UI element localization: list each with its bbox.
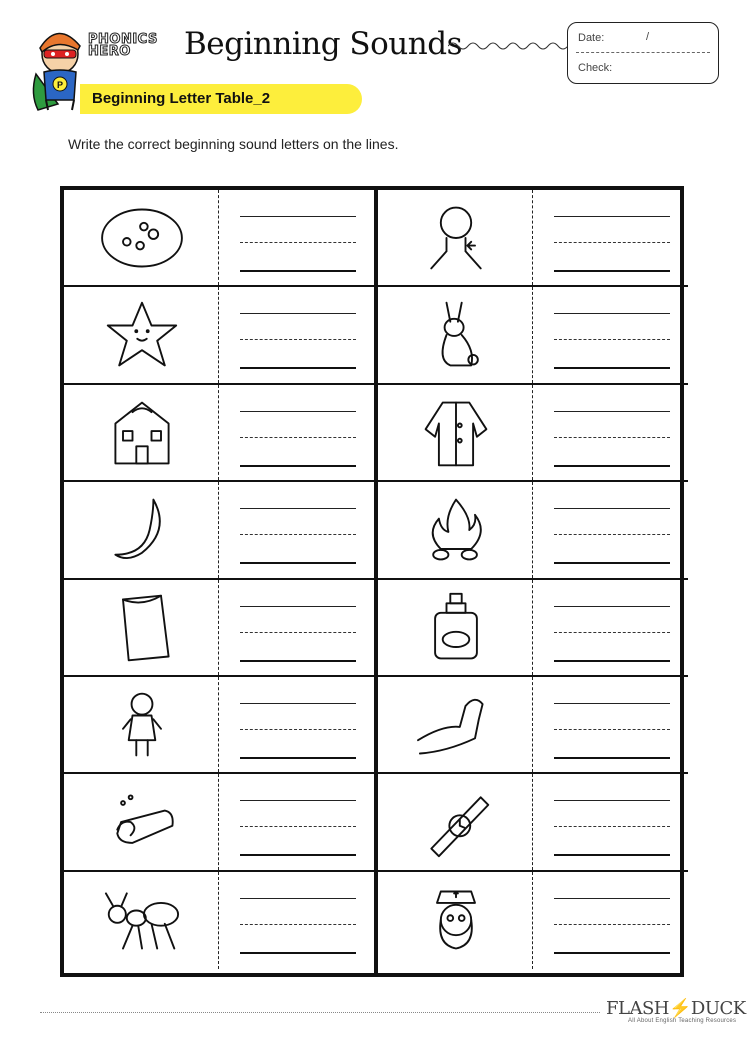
cell-divider bbox=[532, 580, 533, 675]
cell-divider bbox=[218, 774, 219, 869]
neck-icon bbox=[406, 200, 506, 276]
writing-line-base[interactable] bbox=[554, 562, 670, 564]
writing-line-middle[interactable] bbox=[240, 632, 356, 633]
writing-line-middle[interactable] bbox=[554, 437, 670, 438]
nurse-icon bbox=[406, 882, 506, 958]
girl-icon bbox=[92, 687, 192, 763]
writing-line-top[interactable] bbox=[554, 898, 670, 899]
writing-line-middle[interactable] bbox=[554, 242, 670, 243]
cell-divider bbox=[218, 580, 219, 675]
moon-icon bbox=[92, 492, 192, 568]
writing-line-middle[interactable] bbox=[240, 924, 356, 925]
writing-line-base[interactable] bbox=[554, 952, 670, 954]
writing-line-middle[interactable] bbox=[240, 242, 356, 243]
arm-icon bbox=[406, 687, 506, 763]
writing-line-middle[interactable] bbox=[554, 826, 670, 827]
writing-line-top[interactable] bbox=[554, 703, 670, 704]
writing-line-base[interactable] bbox=[240, 562, 356, 564]
cell-divider bbox=[532, 190, 533, 285]
cell-divider bbox=[532, 677, 533, 772]
worksheet-header bbox=[0, 0, 748, 120]
writing-line-base[interactable] bbox=[554, 367, 670, 369]
table-row bbox=[64, 385, 374, 482]
cell-divider bbox=[218, 872, 219, 969]
cell-divider bbox=[532, 482, 533, 577]
writing-line-base[interactable] bbox=[554, 660, 670, 662]
table-row bbox=[64, 482, 374, 579]
date-check-box bbox=[567, 22, 719, 84]
table-row bbox=[64, 872, 374, 969]
logo-tagline: All About English Teaching Resources bbox=[628, 1018, 737, 1024]
answer-table bbox=[60, 186, 684, 977]
cell-divider bbox=[218, 677, 219, 772]
table-row bbox=[378, 287, 688, 384]
star-icon bbox=[92, 297, 192, 373]
table-row bbox=[378, 482, 688, 579]
writing-line-middle[interactable] bbox=[240, 826, 356, 827]
brand-line-2: HERO bbox=[88, 44, 131, 59]
check-label: Check: bbox=[578, 62, 613, 74]
cell-divider bbox=[218, 287, 219, 382]
writing-line-top[interactable] bbox=[554, 313, 670, 314]
rabbit-icon bbox=[406, 297, 506, 373]
writing-line-base[interactable] bbox=[240, 854, 356, 856]
cell-divider bbox=[218, 482, 219, 577]
writing-line-base[interactable] bbox=[554, 270, 670, 272]
table-row bbox=[64, 287, 374, 384]
writing-line-base[interactable] bbox=[554, 465, 670, 467]
table-row bbox=[64, 677, 374, 774]
table-row bbox=[378, 774, 688, 871]
writing-line-top[interactable] bbox=[554, 606, 670, 607]
table-row bbox=[64, 190, 374, 287]
instruction-text: Write the correct beginning sound letters on the lines. bbox=[68, 136, 399, 152]
logo-flash: FLASH bbox=[606, 998, 669, 1019]
date-separator: / bbox=[646, 31, 650, 43]
writing-line-top[interactable] bbox=[554, 411, 670, 412]
writing-line-base[interactable] bbox=[240, 367, 356, 369]
table-row bbox=[378, 385, 688, 482]
table-row bbox=[378, 872, 688, 969]
cell-divider bbox=[218, 190, 219, 285]
writing-line-top[interactable] bbox=[240, 606, 356, 607]
writing-line-middle[interactable] bbox=[554, 729, 670, 730]
writing-line-base[interactable] bbox=[240, 660, 356, 662]
brand-line-1: PHONICS bbox=[88, 32, 158, 47]
bag-icon bbox=[92, 590, 192, 666]
cookie-icon bbox=[92, 200, 192, 276]
table-row bbox=[378, 190, 688, 287]
glue-icon bbox=[406, 590, 506, 666]
writing-line-middle[interactable] bbox=[240, 534, 356, 535]
page-title: Beginning Sounds bbox=[184, 26, 462, 62]
cell-divider bbox=[532, 872, 533, 969]
flashduck-logo bbox=[606, 998, 746, 1019]
writing-line-base[interactable] bbox=[554, 854, 670, 856]
writing-line-middle[interactable] bbox=[240, 437, 356, 438]
writing-line-middle[interactable] bbox=[554, 924, 670, 925]
coat-icon bbox=[406, 395, 506, 471]
cell-divider bbox=[218, 385, 219, 480]
table-column-right bbox=[374, 190, 688, 973]
writing-line-base[interactable] bbox=[240, 952, 356, 954]
fire-icon bbox=[406, 492, 506, 568]
writing-line-base[interactable] bbox=[240, 465, 356, 467]
writing-line-top[interactable] bbox=[240, 703, 356, 704]
soap-icon bbox=[92, 784, 192, 860]
writing-line-middle[interactable] bbox=[240, 729, 356, 730]
worksheet-subtitle: Beginning Letter Table_2 bbox=[92, 90, 271, 107]
writing-line-base[interactable] bbox=[240, 270, 356, 272]
footer-divider bbox=[40, 1012, 600, 1013]
writing-line-middle[interactable] bbox=[554, 339, 670, 340]
writing-line-top[interactable] bbox=[554, 508, 670, 509]
table-row bbox=[64, 580, 374, 677]
ant-icon bbox=[92, 882, 192, 958]
cell-divider bbox=[532, 385, 533, 480]
writing-line-base[interactable] bbox=[240, 757, 356, 759]
date-label: Date: bbox=[578, 32, 605, 44]
writing-line-middle[interactable] bbox=[554, 534, 670, 535]
writing-line-top[interactable] bbox=[240, 313, 356, 314]
cell-divider bbox=[532, 774, 533, 869]
date-box-divider bbox=[576, 52, 710, 53]
logo-duck: DUCK bbox=[690, 998, 746, 1019]
writing-line-top[interactable] bbox=[240, 898, 356, 899]
writing-line-middle[interactable] bbox=[554, 632, 670, 633]
brand-wordmark bbox=[88, 34, 158, 58]
writing-line-middle[interactable] bbox=[240, 339, 356, 340]
writing-line-top[interactable] bbox=[554, 216, 670, 217]
writing-line-base[interactable] bbox=[554, 757, 670, 759]
writing-line-top[interactable] bbox=[240, 508, 356, 509]
table-row bbox=[378, 580, 688, 677]
writing-line-top[interactable] bbox=[240, 800, 356, 801]
table-row bbox=[378, 677, 688, 774]
watch-icon bbox=[406, 784, 506, 860]
svg-text:P: P bbox=[57, 80, 64, 90]
table-column-left bbox=[64, 190, 374, 973]
decorative-squiggle bbox=[448, 38, 568, 54]
cell-divider bbox=[532, 287, 533, 382]
bolt-icon: ⚡ bbox=[668, 998, 691, 1019]
house-icon bbox=[92, 395, 192, 471]
writing-line-top[interactable] bbox=[240, 411, 356, 412]
writing-line-top[interactable] bbox=[554, 800, 670, 801]
writing-line-top[interactable] bbox=[240, 216, 356, 217]
table-row bbox=[64, 774, 374, 871]
